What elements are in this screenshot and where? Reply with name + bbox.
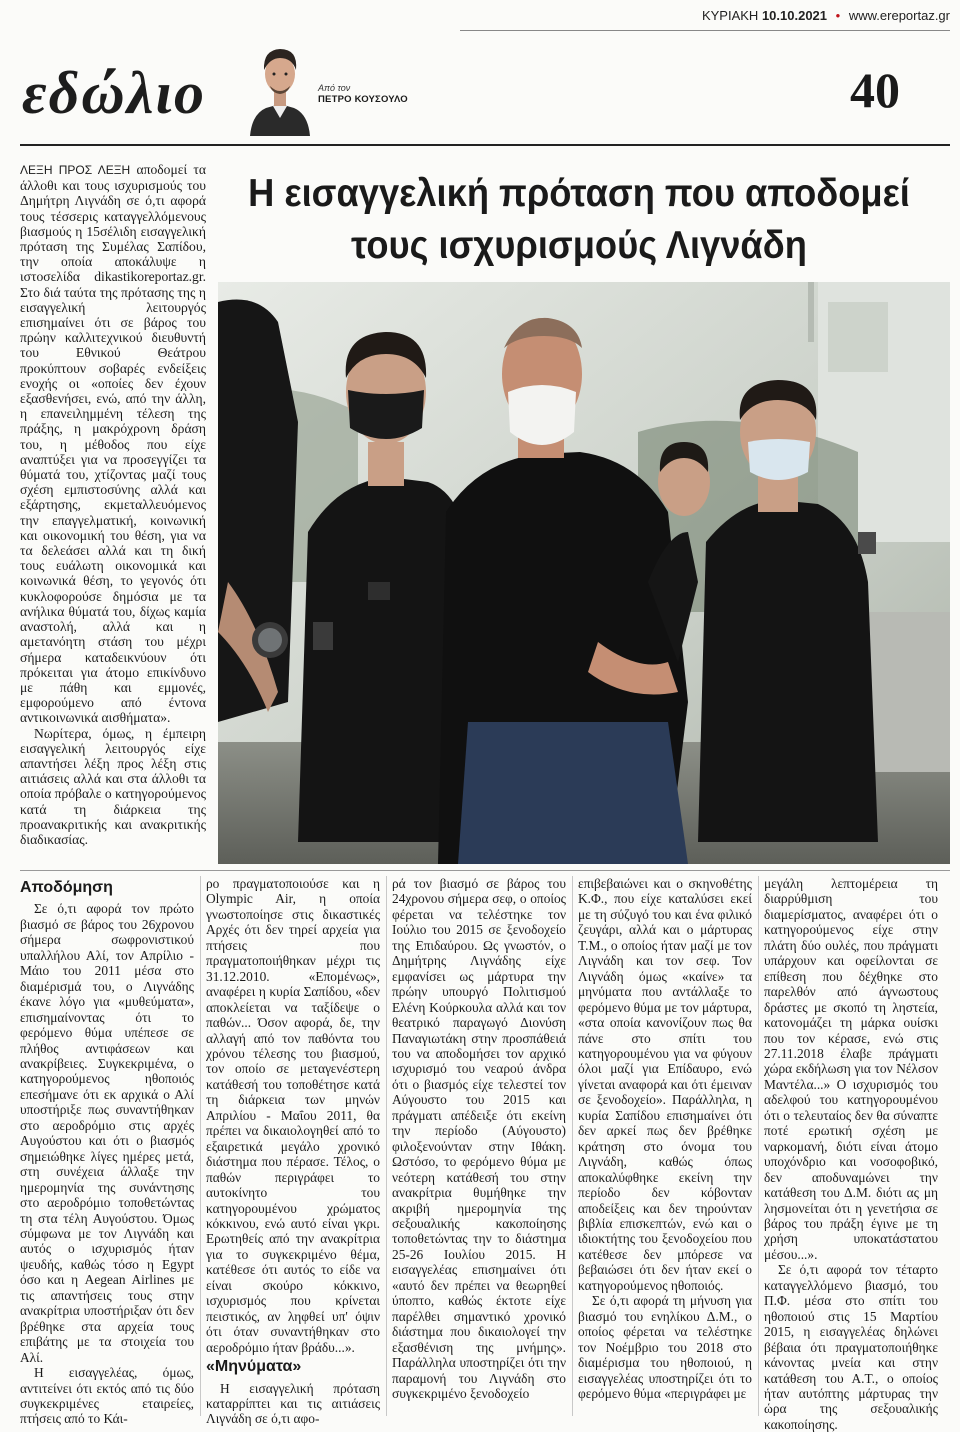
- column-4-paragraph-1: επιβεβαιώνει και ο σκηνοθέτης Κ.Φ., που είχε καταλύσει εκεί με τη σύζυγό του και ένα φιλικό ζευγάρι, αλλά και ο μάρτυρας Τ.Μ., ο οποίος ήταν μαζί με τον Λιγνάδη και τον σεφ. Τον Λιγνάδη όμως «καίνε» τα μηνύματα που αντάλλαξε το φερόμενο θύμα με τον μάρτυρα, «στα οποία κανονίζουν πως θα πάνε στο σπίτι του κατηγορουμένου για να φύγουν όλοι μαζί για Επίδαυρο, ενώ γίνεται αναφορά και ότι έμειναν σε ξενοδοχείο». Παράλληλα, η κυρία Σαπίδου επισημαίνει ότι δεν αρκεί πως δεν βρέθηκε κράτηση στο όνομα του Λιγνάδη, καθώς όπως αποκαλύφθηκε εκείνη την περίοδο δεν κόβονταν αποδείξεις και δεν τηρούνταν βιβλία επισκεπτών, ενώ και ο ιδιοκτήτης του ξενοδοχείου που κατέθεσε δεν μπόρεσε να βεβαιώσει ότι δεν ήταν εκεί ο κατηγορούμενος ηθοποιός.: [578, 876, 752, 1293]
- bullet-separator: •: [835, 8, 841, 23]
- column-separator: [386, 876, 387, 1416]
- article-column-3: [392, 876, 566, 1401]
- article-column-5: [764, 876, 938, 1432]
- headline-line-2: τους ισχυρισμούς Λιγνάδη: [351, 224, 807, 267]
- column-1-paragraph-1: Σε ό,τι αφορά τον πρώτο βιασμό σε βάρος του 26χρονου σήμερα σωφρονιστικού υπαλλήλου Αλί, τον Απρίλιο - Μάιο του 2011 μέσα στο διαμέρισμά του, ο Λιγνάδης έκανε λόγο για «μυθεύματα», επισημαίνοντας ότι το φερόμενο θύμα υπέπεσε σε πλήθος αντιφάσεων και ανακρίβειες. Συγκεκριμένα, ο κατηγορούμενος ηθοποιός επεσήμανε ότι εκ αρχικά ο Αλί υποστήριξε πως συναντήθηκαν στο αεροδρόμιο στις αρχές Αυγούστου και ότι ο βιασμός σημειώθηκε λίγες ημέρες μετά, στη συνέχεια άλλαξε την ημερομηνία της συνάντησης στο αεροδρόμιο τοποθετώντας τη στα τέλη Αυγούστου. Όμως σύμφωνα με τον Λιγνάδη και αυτός ο ισχυρισμός ήταν ψευδής, καθώς τόσο η Egypt όσο και η Aegean Airlines με τις απαντήσεις τους στην ανακρίτρια υποστήριξαν ότι δεν βρέθηκε στα αρχεία τους επιβάτης με τα στοιχεία του Αλί.: [20, 901, 194, 1365]
- lead-column: [20, 162, 206, 847]
- column-2-paragraph-2: Η εισαγγελική πρόταση καταρρίπτει και τις αιτιάσεις Λιγνάδη σε ό,τι αφο-: [206, 1380, 380, 1427]
- column-4-paragraph-2: Σε ό,τι αφορά τη μήνυση για βιασμό του ενηλίκου Δ.Μ., ο οποίος φέρεται να τελέστηκε τον Νοέμβριο του 2018 στο διαμέρισμα του ηθοποιού, η εισαγγελέας υποστηρίζει ότι το φερόμενο θύμα «περιγράφει με: [578, 1293, 752, 1401]
- headline: [234, 168, 924, 272]
- article-column-2: [206, 876, 380, 1427]
- news-photo: [218, 282, 950, 864]
- column-5-paragraph-2: Σε ό,τι αφορά τον τέταρτο καταγγελλόμενο βιασμό, του Π.Φ. μέσα στο σπίτι του ηθοποιού στις 15 Μαρτίου 2015, η εισαγγελέας δηλώνει βέβαια ότι πραγματοποιήθηκε κάνοντας μνεία και στην κατάθεση του Α.Τ., ο οποίος ήταν αυτόπτης μάρτυρας την ώρα της σεξουαλικής κακοποίησης.: [764, 1262, 938, 1432]
- issue-day: ΚΥΡΙΑΚΗ: [701, 8, 759, 23]
- column-3-paragraph-1: ρά τον βιασμό σε βάρος του 24χρονου σήμερα σεφ, ο οποίος φέρεται να τελέστηκε τον Ιούλιο του 2015 σε ξενοδοχείο της Επιδαύρου. Ως γνωστόν, ο Δημήτρης Λιγνάδης είχε εμφανίσει ως μάρτυρα την πρώην υπουργό Πολιτισμού Ελένη Κούρκουλα αλλά και τον θεατρικό παραγωγό Διονύση Παναγιωτάκη στην προσπάθειά του να αποδομήσει τον αρχικό ισχυρισμό του νεαρού άνδρα ότι ο βιασμός είχε τελεστεί τον Αύγουστο του 2015 και πράγματι απέδειξε ότι εκείνη την περίοδο (Αύγουστο) φιλοξενούνταν στην Ιθάκη. Ωστόσο, το φερόμενο θύμα με νεότερη κατάθεσή του στην ανακρίτρια θυμήθηκε την ακριβή ημερομηνία της σεξουαλικής κακοποίησης τοποθετώντας την το διάστημα 25-26 Ιουλίου 2015. Η εισαγγελέας επισημαίνει ότι «αυτό δεν πρέπει να θεωρηθεί ύποπτο, καθώς έκτοτε είχε παρέλθει σημαντικό χρονικό διάστημα που δικαιολογεί την εξασθένιση της μνήμης». Παράλληλα υποστηρίζει ότι την παραμονή του Λιγνάδη στο συγκεκριμένο ξενοδοχείο: [392, 876, 566, 1401]
- column-separator: [200, 876, 201, 1416]
- subhead-messages: «Μηνύματα»: [206, 1358, 302, 1376]
- headline-line-1: Η εισαγγελική πρόταση που αποδομεί: [248, 172, 910, 215]
- section-rule: [20, 870, 950, 871]
- site-url: www.ereportaz.gr: [848, 8, 950, 23]
- column-5-paragraph-1: μεγάλη λεπτομέρεια τη διαρρύθμιση του διαμερίσματος, αναφέρει ότι ο κατηγορούμενος είχε στην πλάτη δύο ουλές, που πράγματι υπάρχουν και οφείλονται σε επίθεση που δέχθηκε στο παρελθόν από άγνωστους δράστες με σκοπό τη ληστεία, κατονομάζει τη μάρκα ουίσκι που τον κέρασε, ενώ στις 27.11.2018 έλαβε πράγματι χώρα εκδήλωση για τον Νέλσον Μαντέλα...» Ο ισχυρισμός του αδελφού του κατηγορουμένου ότι ο τελευταίος δεν θα σύναπτε ποτέ ερωτική σχέση με ναρκομανή, διότι είναι άτομο υποχόνδριο και νοσοφοβικό, δεν αποδυναμώνει την κατάθεση του Δ.Μ. διότι ας μη λησμονείται ότι η γενετήσια σε βάρος του πράξη έγινε με τη χρήση υποκατάστατου μέσου...».: [764, 876, 938, 1262]
- date-site-strip: [560, 8, 950, 30]
- lead-paragraph-1: [20, 162, 206, 726]
- byline: [318, 82, 408, 106]
- columnist-portrait: [246, 36, 314, 136]
- byline-prefix: Από τον: [318, 83, 351, 93]
- top-rule: [460, 30, 950, 31]
- masthead-rule: [20, 144, 950, 146]
- article-column-4: [578, 876, 752, 1401]
- byline-name: ΠΕΤΡΟ ΚΟΥΣΟΥΛΟ: [318, 94, 408, 105]
- column-separator: [572, 876, 573, 1416]
- column-2-paragraph-1: ρο πραγματοποιούσε και η Olympic Air, η οποία γνωστοποίησε στις δικαστικές Αρχές ότι δεν τηρεί αρχεία για πτήσεις που πραγματοποιήθηκαν μέχρι τις 31.12.2010. «Επομένως», αναφέρει η κυρία Σαπίδου, «δεν αποκλείεται να ταξίδεψε ο παθών... Όσον αφορά, δε, την αλλαγή από τον παθόντα του χρόνου τέλεσης του βιασμού, τον οποίο σε μεταγενέστερη κατάθεσή του τοποθέτησε κατά τη διάρκεια των μηνών Απριλίου - Μαΐου 2011, θα πρέπει να δικαιολογηθεί από το εξαιρετικά μεγάλο χρονικό διάστημα που πέρασε. Τέλος, ο παθών περιγράφει το αυτοκίνητο του κατηγορουμένου χρώματος κόκκινου, ενώ αυτό είναι γκρι. Ερωτηθείς από την ανακρίτρια για το συγκεκριμένο θέμα, κατέθεσε ότι αυτός το είδε να είναι σκούρο κόκκινο, ισχυρισμός που κρίνεται πειστικός, αν ληφθεί υπ' όψιν ότι όταν συναντήθηκαν στο αεροδρόμιο ήταν βράδυ...».: [206, 876, 380, 1355]
- issue-date: 10.10.2021: [761, 8, 828, 23]
- lead-paragraph-2: Νωρίτερα, όμως, η έμπειρη εισαγγελική λειτουργός είχε απαντήσει λέξη προς λέξη στις αιτιάσεις αλλά και στα άλλοθι τα οποία πρόβαλε ο κατηγορούμενος κατά τη διάρκεια της προανακριτικής και ανακριτικής διαδικασίας.: [20, 725, 206, 847]
- article-column-1: [20, 876, 194, 1427]
- lead-paragraph-1-text: αποδομεί τα άλλοθι και τους ισχυρισμούς του Δημήτρη Λιγνάδη σε ό,τι αφορά τους τέσσερις καταγγελλόμενους βιασμούς η 15σέλιδη εισαγγελική πρόταση της Συμέλας Σαπίδου, την οποία αποκάλυψε η ιστοσελίδα dikastikoreportaz.gr. Στο διά ταύτα της πρότασης της η εισαγγελική λειτουργός επισημαίνει ότι σε βάρος του πρώην καλλιτεχνικού διευθυντή του Εθνικού Θεάτρου προκύπτουν σοβαρές ενδείξεις ενοχής οι «οποίες δεν έχουν εξασθενήσει, ενώ, από την άλλη, η επανειλημμένη τέλεση της πράξης, η μακρόχρονη δράση του, η μέθοδος που είχε αναπτύξει για να προσεγγίζει τα θύματά του, χτίζοντας μαζί τους σχέση εμπιστοσύνης αλλά και εξάρτησης, εκμεταλλευόμενος την επαγγελματική, κοινωνική και οικονομική του θέση, για να τα δελεάσει αλλά και τη δική τους ευάλωτη οικονομικά και κοινωνικά θέση, το γεγονός ότι κυκλοφορούσε δημόσια με τα ανήλικα θύματά του, δίχως καμία αναστολή, αλλά και η αμετανόητη στάση του μέχρι σήμερα καταδεικνύουν ότι πρόκειται για άτομο επικίνδυνο με πάθη και εμμονές, εμφορούμενο από έντονα αντικοινωνικά αισθήματα».: [20, 162, 206, 726]
- subhead-deconstruction: Αποδόμηση: [20, 879, 113, 896]
- lead-kicker: ΛΕΞΗ ΠΡΟΣ ΛΕΞΗ: [20, 163, 131, 177]
- column-1-paragraph-2: Η εισαγγελέας, όμως, αντιτείνει ότι εκτός από τις δύο συγκεκριμένες εταιρείες, πτήσεις από το Κάι-: [20, 1365, 194, 1427]
- section-title: εδώλιο: [22, 60, 207, 126]
- page-number: 40: [850, 62, 900, 118]
- column-separator: [758, 876, 759, 1416]
